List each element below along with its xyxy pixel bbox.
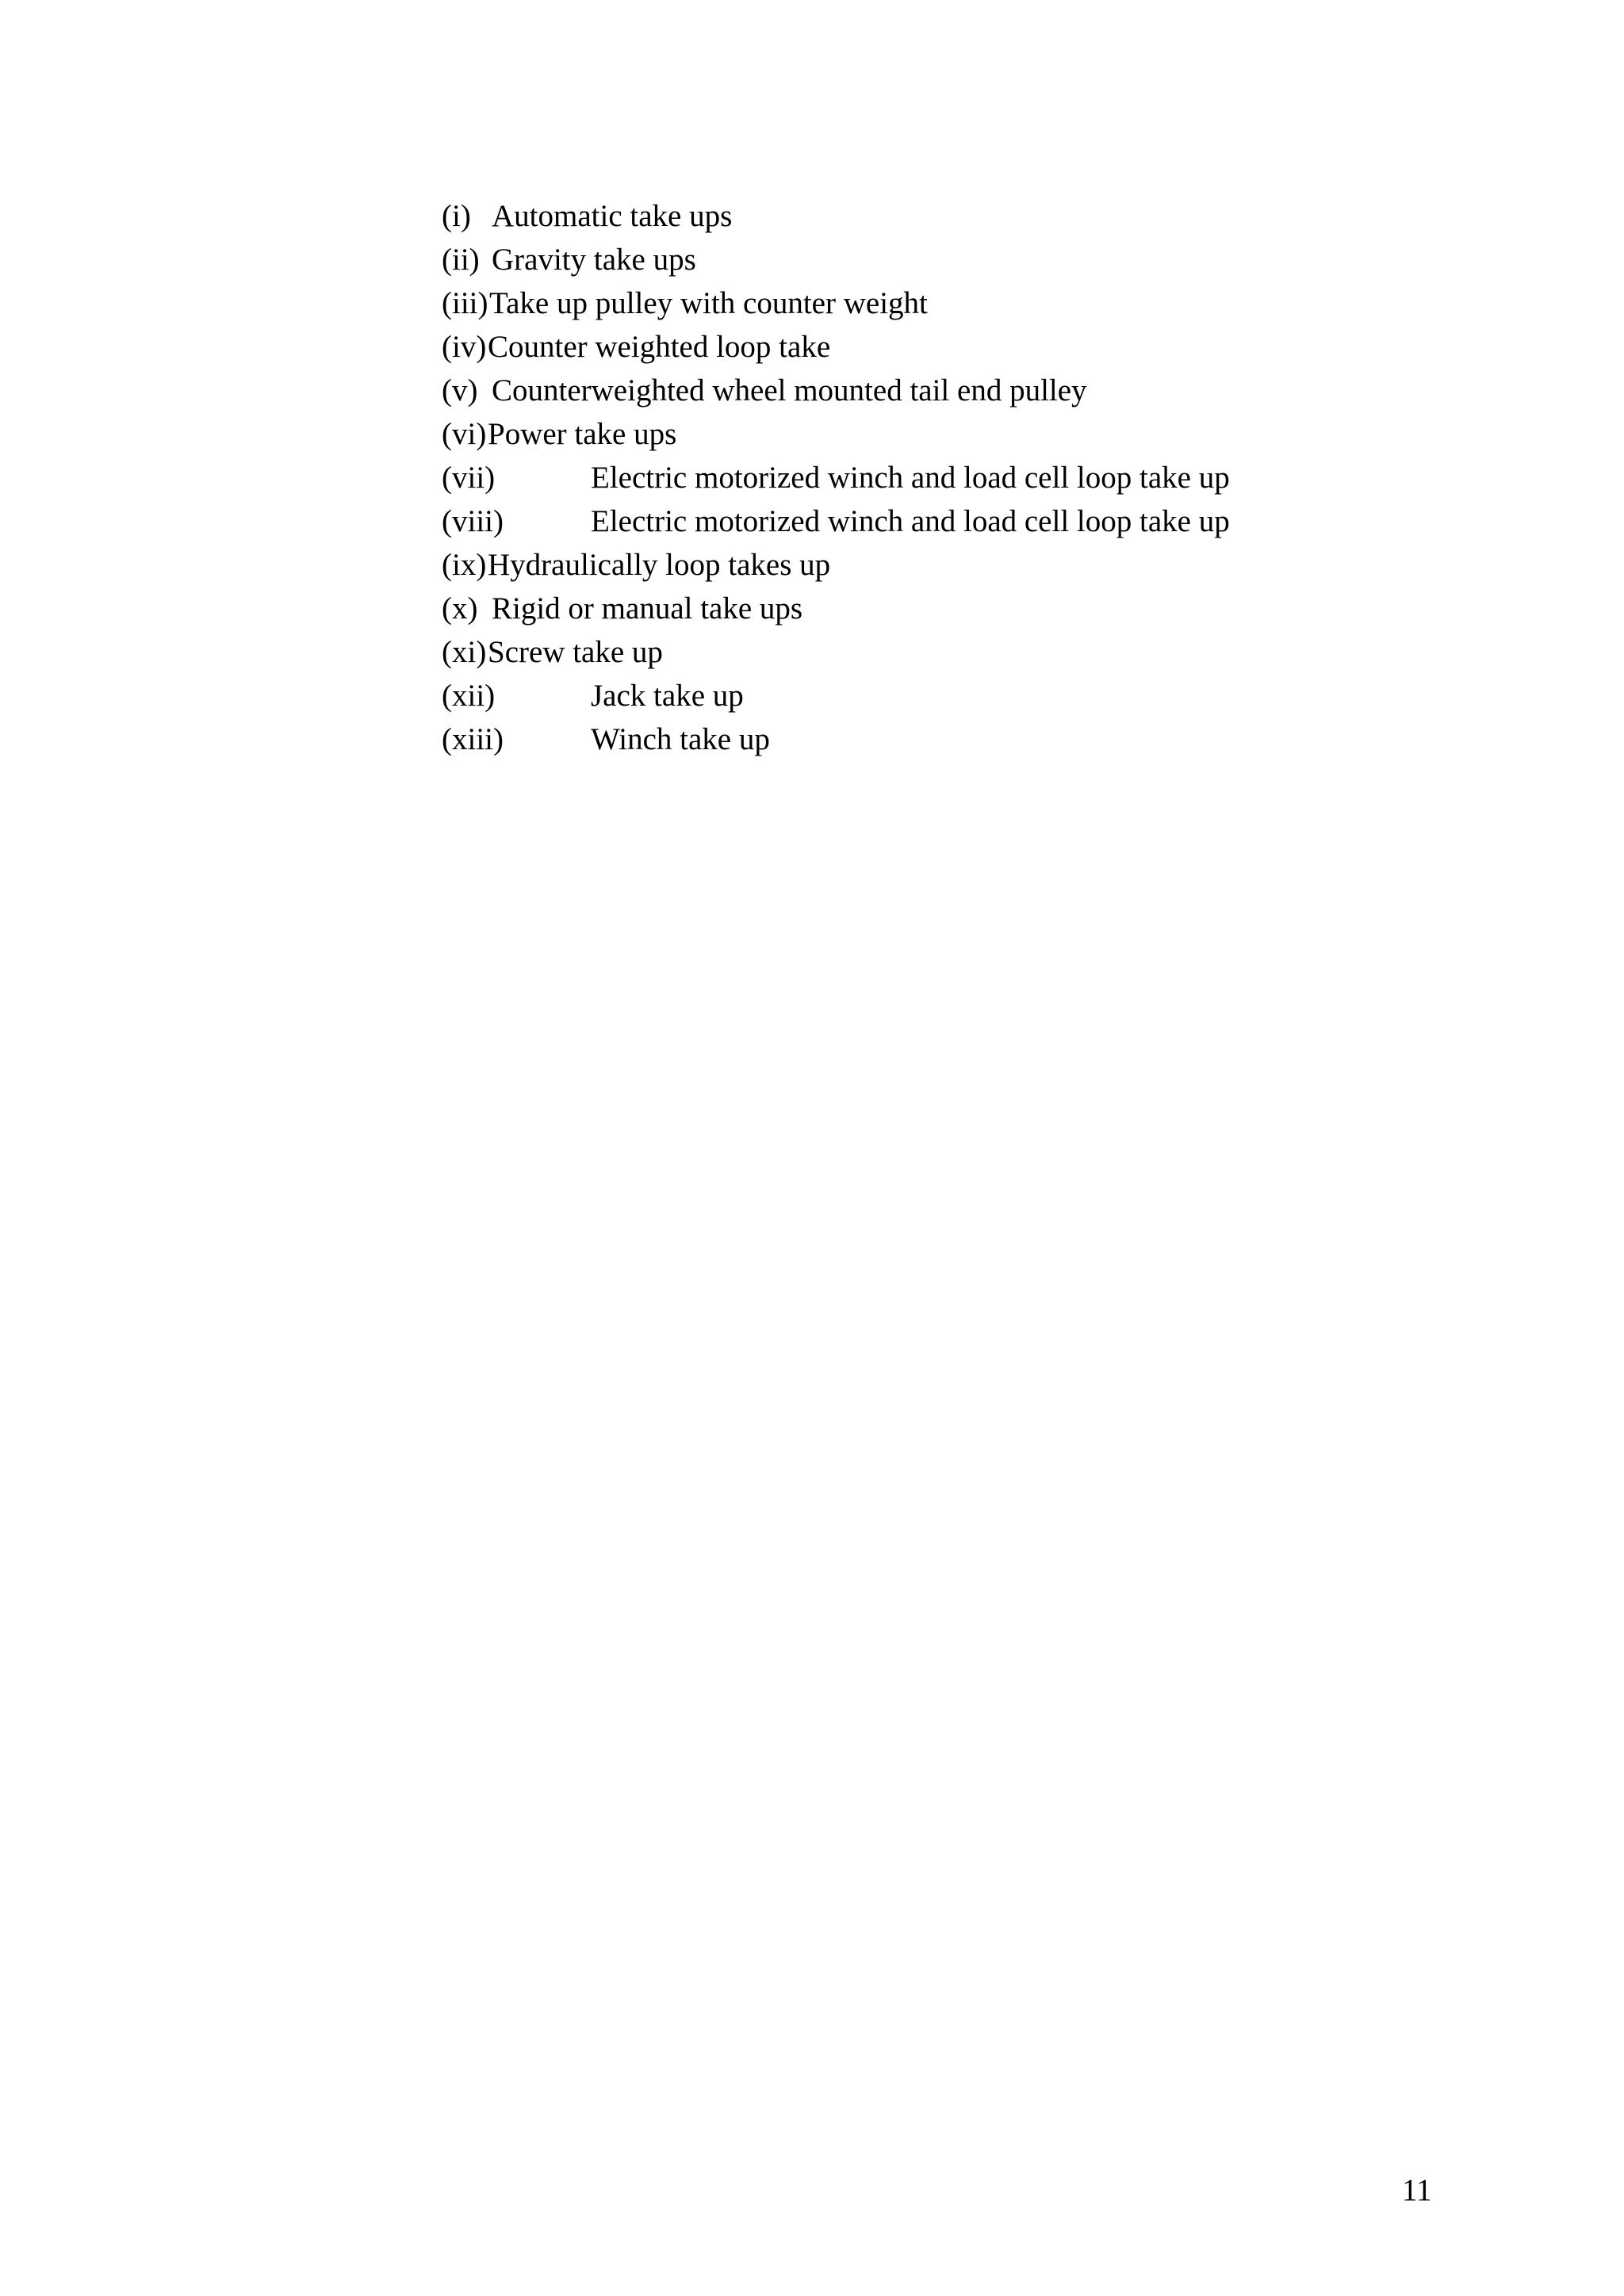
list-marker: (xii) <box>442 679 496 713</box>
list-item-text: Take up pulley with counter weight <box>489 286 928 320</box>
list-item-text: Power take ups <box>488 417 677 451</box>
list-item-text: Winch take up <box>591 722 770 756</box>
page-number: 11 <box>1402 2173 1432 2207</box>
list-marker: (iv) <box>442 330 487 364</box>
list-marker: (v) <box>442 373 478 408</box>
list-item-text: Counter weighted loop take <box>488 330 831 364</box>
list-item-text: Counterweighted wheel mounted tail end pulley <box>492 373 1087 408</box>
list-marker: (viii) <box>442 504 504 538</box>
list-marker: (vii) <box>442 461 496 495</box>
list-marker: (x) <box>442 591 478 626</box>
list-marker: (ii) <box>442 243 480 277</box>
list-marker: (iii) <box>442 286 488 320</box>
list-item-text: Automatic take ups <box>492 199 733 233</box>
list-marker: (vi) <box>442 417 487 451</box>
list-item-text: Electric motorized winch and load cell loop take up <box>591 461 1230 495</box>
list-item-text: Gravity take ups <box>492 243 696 277</box>
list-item-text: Rigid or manual take ups <box>492 591 803 626</box>
list-item-text: Electric motorized winch and load cell loop take up <box>591 504 1230 538</box>
list-item-text: Jack take up <box>591 679 744 713</box>
list-marker: (xi) <box>442 635 487 669</box>
list-marker: (ix) <box>442 548 487 582</box>
list-marker: (xiii) <box>442 722 504 756</box>
list-marker: (i) <box>442 199 471 233</box>
list-item-text: Screw take up <box>488 635 663 669</box>
list-item-text: Hydraulically loop takes up <box>488 548 831 582</box>
